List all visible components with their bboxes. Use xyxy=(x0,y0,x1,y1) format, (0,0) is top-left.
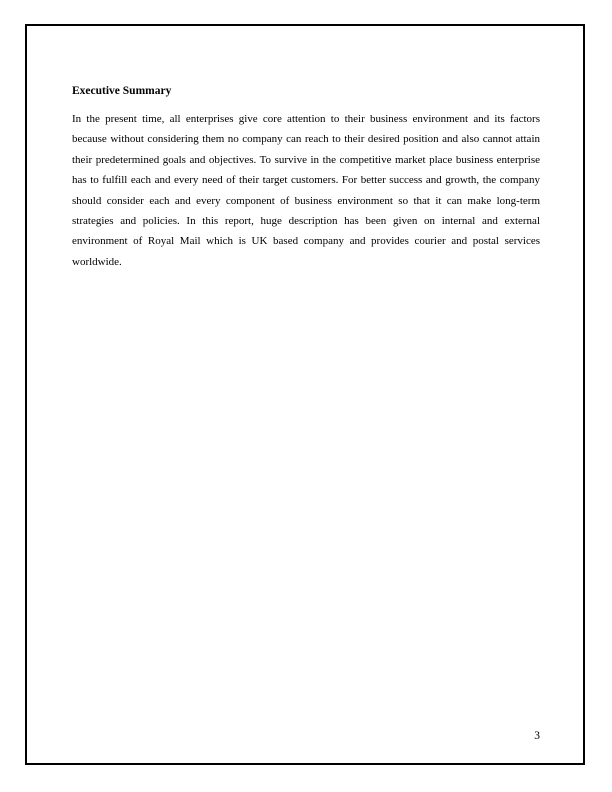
document-body xyxy=(72,83,540,272)
summary-paragraph: In the present time, all enterprises give core attention to their business environment and its factors because without considering them no company can reach to their desired position and also cannot attain their predetermined goals and objectives. To survive in the competitive market place business enterprise has to fulfill each and every need of their target customers. For better success and growth, the company should consider each and every component of business environment so that it can make long-term strategies and policies. In this report, huge description has been given on internal and external environment of Royal Mail which is UK based company and provides courier and postal services worldwide. xyxy=(72,113,540,268)
page-number: 3 xyxy=(534,730,540,742)
section-heading: Executive Summary xyxy=(72,85,172,97)
